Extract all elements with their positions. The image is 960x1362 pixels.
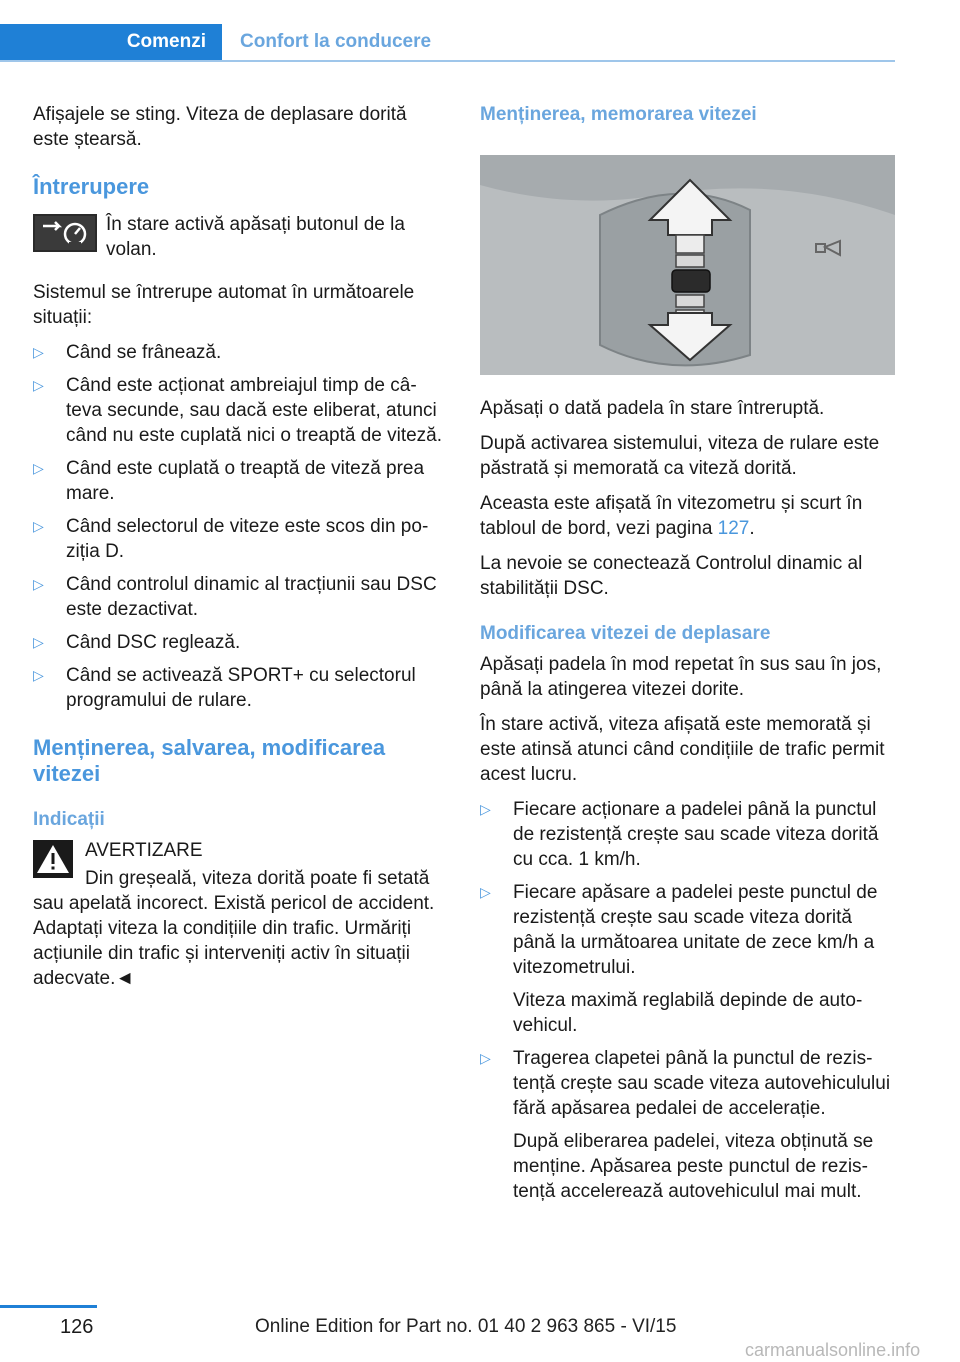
list-item: ▷ Când selectorul de viteze este scos din poziția D. <box>33 516 429 562</box>
list-item: ▷ Când se activează SPORT+ cu selectorul programului de rulare. <box>33 665 416 711</box>
list-item: ▷ Fiecare apăsare a padelei peste punctul de rezistență crește sau scade viteza dorită până la următoarea unitate de zece km/h a vitezometrului. Viteza maximă reglabilă depinde de autovehicul. <box>480 882 878 1036</box>
triangle-bullet-icon: ▷ <box>33 576 44 592</box>
list-item: ▷ Când este cuplată o treaptă de viteză prea mare. <box>33 458 425 504</box>
section-tab-comenzi[interactable]: Comenzi <box>0 24 222 60</box>
interrupt-instruction <box>33 212 443 262</box>
list-item: ▷ Când este acționat ambreiajul timp de câteva secunde, sau dacă este eliberat, atunci când nu este cuplată nici o treaptă de viteză. <box>33 375 443 446</box>
left-column <box>33 102 443 991</box>
page-link[interactable]: 127 <box>717 518 750 539</box>
heading-interrupt: Întrerupere <box>33 174 150 199</box>
dsc-paragraph: La nevoie se conectează Controlul dinamic al stabilității DSC. <box>480 553 863 599</box>
section-tab-confort[interactable]: Confort la conducere <box>240 31 432 52</box>
triangle-bullet-icon: ▷ <box>33 667 44 683</box>
warning-triangle-icon <box>33 840 73 878</box>
interrupt-conditions-list <box>33 340 443 713</box>
list-item: ▷ Fiecare acționare a padelei până la punctul de rezistență crește sau scade viteza dorită cu cca. 1 km/h. <box>480 799 879 870</box>
triangle-bullet-icon: ▷ <box>480 1050 491 1066</box>
list-item: ▷ Tragerea clapetei până la punctul de rezistență crește sau scade viteza autovehiculului fără apăsarea pedalei de accelerație. După eliberarea padelei, viteza obținută se menține. Apăsarea peste punctul de rezistență accelerează autovehiculul mai mult. <box>480 1048 891 1202</box>
watermark: carmanualsonline.info <box>745 1340 921 1360</box>
intro-paragraph: Afișajele se sting. Viteza de deplasare dorită este ștearsă. <box>33 104 407 150</box>
triangle-bullet-icon: ▷ <box>480 884 491 900</box>
press-once-paragraph: Apăsați o dată padela în stare întreruptă. <box>480 398 825 419</box>
list-item: ▷ Când se frânează. <box>33 342 222 363</box>
page-number: 126 <box>60 1316 94 1338</box>
after-activation-paragraph: După activarea sistemului, viteza de rulare este păstrată și memorată ca viteză dorită. <box>480 433 880 479</box>
triangle-bullet-icon: ▷ <box>33 634 44 650</box>
triangle-bullet-icon: ▷ <box>33 377 44 393</box>
header-divider <box>0 60 895 62</box>
warning-title: AVERTIZARE <box>85 840 203 861</box>
triangle-bullet-icon: ▷ <box>33 460 44 476</box>
cruise-control-button-icon <box>33 214 97 252</box>
footer-divider <box>0 1305 97 1308</box>
heading-maintain: Menținerea, salvarea, modificarea vitezei <box>33 735 386 786</box>
active-state-paragraph: În stare activă, viteza afișată este memorată și este atinsă atunci când condițiile de trafic permit acest lucru. <box>480 714 885 785</box>
triangle-bullet-icon: ▷ <box>33 344 44 360</box>
warning-text: Din greșeală, viteza dorită poate fi setată sau apelată incorect. Există pericol de accident. Adaptați viteza la condițiile din trafic. Urmăriți acțiunile din trafic și interveniți activ în situații adecvate.◄ <box>33 868 435 989</box>
steering-wheel-rocker-image <box>480 155 895 375</box>
page-header <box>0 0 895 62</box>
heading-modify: Modificarea vitezei de deplasare <box>480 623 771 644</box>
modify-paragraph: Apăsați padela în mod repetat în sus sau în jos, până la atingerea vitezei dorite. <box>480 654 882 700</box>
list-item: ▷ Când controlul dinamic al tracțiunii sau DSC este dezactivat. <box>33 574 437 620</box>
edition-text: Online Edition for Part no. 01 40 2 963 865 - VI/15 <box>255 1316 677 1337</box>
triangle-bullet-icon: ▷ <box>480 801 491 817</box>
right-column <box>480 102 895 1212</box>
auto-interrupt-paragraph: Sistemul se întrerupe automat în următoarele situații: <box>33 282 415 328</box>
list-item: ▷ Când DSC reglează. <box>33 632 241 653</box>
heading-indications: Indicații <box>33 809 105 830</box>
interrupt-text: În stare activă apăsați butonul de la volan. <box>106 214 405 260</box>
heading-memorize: Menținerea, memorarea vitezei <box>480 104 757 125</box>
displayed-paragraph: Aceasta este afișată în vitezometru și scurt în tabloul de bord, vezi pagina 127. <box>480 493 863 539</box>
modify-steps-list <box>480 797 895 1204</box>
triangle-bullet-icon: ▷ <box>33 518 44 534</box>
